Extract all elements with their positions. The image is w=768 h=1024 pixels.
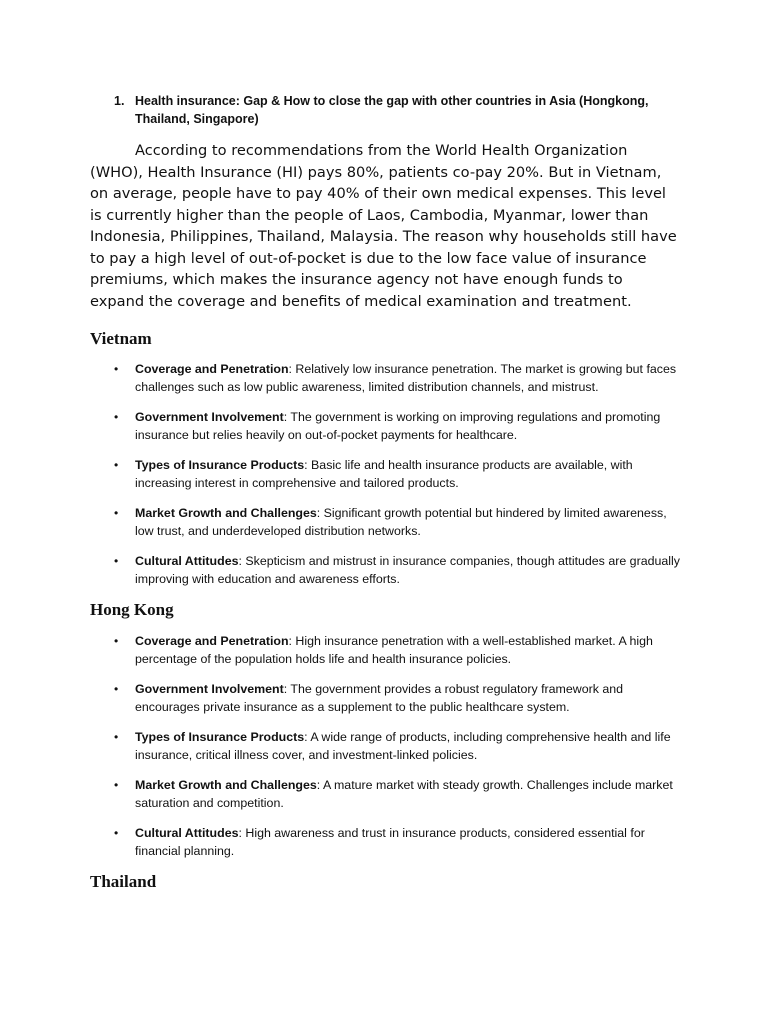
list-item [90,409,680,444]
bullet-icon: • [114,554,119,568]
item-description: : A wide range of products, including comprehensive health and life insurance, critical illness cover, and investment-linked policies. [135,730,671,762]
item-term: Cultural Attitudes [135,826,239,840]
hongkong-bullet-list [90,633,680,873]
item-term: Government Involvement [135,682,284,696]
item-description: : Relatively low insurance penetration. The market is growing but faces challenges such as low public awareness, limited distribution channels, and mistrust. [135,362,677,394]
bullet-icon: • [114,410,119,424]
list-item [90,729,680,764]
item-term: Coverage and Penetration [135,634,289,648]
item-description: : The government is working on improving regulations and promoting insurance but relies heavily on out-of-pocket payments for healthcare. [135,410,661,442]
item-term: Coverage and Penetration [135,362,289,376]
list-item [90,457,680,492]
item-term: Market Growth and Challenges [135,778,317,792]
list-item [90,553,680,588]
item-description: : Skepticism and mistrust in insurance companies, though attitudes are gradually improving with education and awareness efforts. [135,554,680,586]
item-description: : The government provides a robust regulatory framework and encourages private insurance as a supplement to the public healthcare system. [135,682,624,714]
bullet-icon: • [114,682,119,696]
section-heading-vietnam: Vietnam [90,329,152,348]
list-item [90,681,680,716]
list-item [90,361,680,396]
item-term: Cultural Attitudes [135,554,239,568]
item-description: : Basic life and health insurance products are available, with increasing interest in comprehensive and tailored products. [135,458,633,490]
bullet-icon: • [114,362,119,376]
bullet-icon: • [114,730,119,744]
numbered-heading [90,92,650,128]
item-term: Types of Insurance Products [135,458,305,472]
list-item [90,633,680,668]
section-heading-thailand: Thailand [90,872,157,891]
list-item [90,777,680,812]
section-heading-hong-kong: Hong Kong [90,600,174,619]
bullet-icon: • [114,634,119,648]
item-description: : High awareness and trust in insurance products, considered essential for financial planning. [135,826,645,858]
item-description: : Significant growth potential but hindered by limited awareness, low trust, and underdeveloped distribution networks. [135,506,667,538]
item-description: : High insurance penetration with a well-established market. A high percentage of the population holds life and health insurance policies. [135,634,653,666]
bullet-icon: • [114,506,119,520]
bullet-icon: • [114,826,119,840]
item-description: : A mature market with steady growth. Challenges include market saturation and competition. [135,778,673,810]
list-item [90,825,680,860]
numbered-heading-text: Health insurance: Gap & How to close the gap with other countries in Asia (Hongkong, Thailand, Singapore) [135,94,649,126]
intro-paragraph: According to recommendations from the World Health Organization (WHO), Health Insurance (HI) pays 80%, patients co-pay 20%. But in Vietnam, on average, people have to pay 40% of their own medical expenses. This level is currently higher than the people of Laos, Cambodia, Myanmar, lower than Indonesia, Philippines, Thailand, Malaysia. The reason why households still have to pay a high level of out-of-pocket is due to the low face value of insurance premiums, which makes the insurance agency not have enough funds to expand the coverage and benefits of medical examination and treatment. [90,142,677,310]
list-item [90,505,680,540]
bullet-icon: • [114,778,119,792]
item-term: Types of Insurance Products [135,730,305,744]
vietnam-bullet-list [90,361,680,601]
bullet-icon: • [114,458,119,472]
item-term: Market Growth and Challenges [135,506,317,520]
item-term: Government Involvement [135,410,284,424]
list-number: 1. [114,94,125,108]
